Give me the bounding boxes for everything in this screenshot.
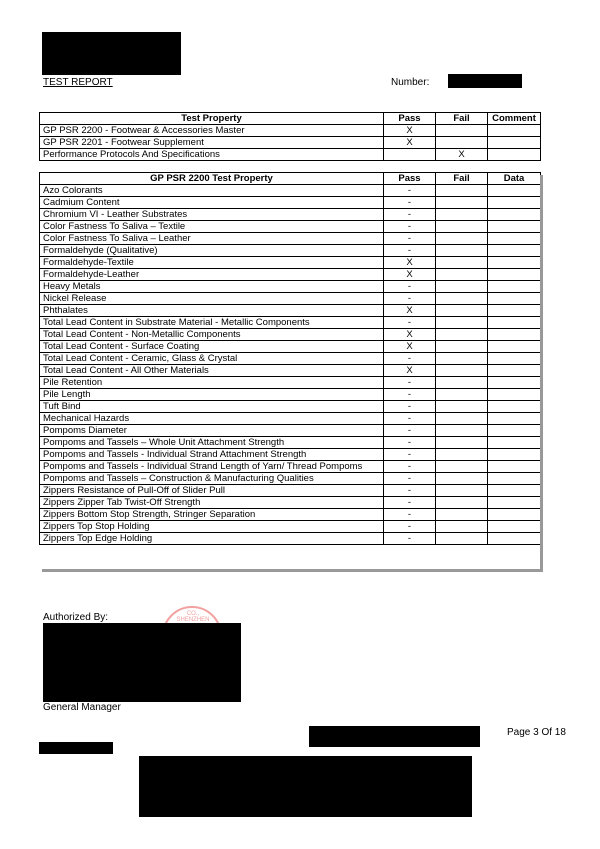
summary-table	[39, 112, 541, 161]
fail-cell	[436, 353, 488, 365]
data-cell	[488, 281, 541, 293]
pass-cell: -	[384, 209, 436, 221]
fail-cell	[436, 461, 488, 473]
data-cell	[488, 449, 541, 461]
test-property-cell: Performance Protocols And Specifications	[40, 149, 384, 161]
test-property-cell: Color Fastness To Saliva – Textile	[40, 221, 384, 233]
pass-cell: -	[384, 401, 436, 413]
pass-cell: -	[384, 497, 436, 509]
fail-cell	[436, 473, 488, 485]
data-cell	[488, 389, 541, 401]
authorized-by-label: Authorized By:	[43, 612, 109, 623]
pass-cell: -	[384, 449, 436, 461]
data-cell	[488, 473, 541, 485]
table-row	[40, 449, 541, 461]
pass-cell: X	[384, 305, 436, 317]
test-property-cell: Zippers Resistance of Pull-Off of Slider Pull	[40, 485, 384, 497]
test-property-cell: Total Lead Content - All Other Materials	[40, 365, 384, 377]
table-row	[40, 473, 541, 485]
redacted-footer-left	[39, 742, 113, 754]
table-row	[40, 125, 541, 137]
redacted-report-number	[448, 74, 522, 88]
detail-header-row	[40, 173, 541, 185]
table-row	[40, 377, 541, 389]
summary-header-pass: Pass	[384, 113, 436, 125]
pass-cell: -	[384, 413, 436, 425]
data-cell	[488, 293, 541, 305]
fail-cell	[436, 389, 488, 401]
fail-cell	[436, 257, 488, 269]
pass-cell: -	[384, 281, 436, 293]
table-row	[40, 413, 541, 425]
summary-header-fail: Fail	[436, 113, 488, 125]
test-property-cell: Total Lead Content in Substrate Material - Metallic Components	[40, 317, 384, 329]
data-cell	[488, 269, 541, 281]
pass-cell: -	[384, 461, 436, 473]
company-seal: CO., SHENZHEN	[162, 606, 224, 636]
data-cell	[488, 329, 541, 341]
fail-cell	[436, 281, 488, 293]
data-cell	[488, 437, 541, 449]
data-cell	[488, 245, 541, 257]
fail-cell	[436, 233, 488, 245]
table-row	[40, 149, 541, 161]
test-property-cell: Azo Colorants	[40, 185, 384, 197]
pass-cell: X	[384, 269, 436, 281]
fail-cell	[436, 137, 488, 149]
pass-cell: -	[384, 473, 436, 485]
fail-cell	[436, 497, 488, 509]
table-row	[40, 485, 541, 497]
data-cell	[488, 197, 541, 209]
fail-cell	[436, 125, 488, 137]
pass-cell: -	[384, 521, 436, 533]
data-cell	[488, 341, 541, 353]
test-property-cell: Pompoms and Tassels – Whole Unit Attachment Strength	[40, 437, 384, 449]
test-property-cell: Zippers Zipper Tab Twist-Off Strength	[40, 497, 384, 509]
data-cell	[488, 533, 541, 545]
table-row	[40, 509, 541, 521]
table-row	[40, 197, 541, 209]
pass-cell: -	[384, 533, 436, 545]
test-property-cell: Mechanical Hazards	[40, 413, 384, 425]
data-cell	[488, 185, 541, 197]
test-property-cell: Pompoms and Tassels - Individual Strand Length of Yarn/ Thread Pompoms	[40, 461, 384, 473]
summary-header-comment: Comment	[488, 113, 541, 125]
table-row	[40, 305, 541, 317]
pass-cell: -	[384, 317, 436, 329]
table-row	[40, 317, 541, 329]
table-row	[40, 293, 541, 305]
detail-header-property: GP PSR 2200 Test Property	[40, 173, 384, 185]
pass-cell: -	[384, 377, 436, 389]
data-cell	[488, 365, 541, 377]
fail-cell	[436, 245, 488, 257]
test-property-cell: GP PSR 2201 - Footwear Supplement	[40, 137, 384, 149]
data-cell	[488, 485, 541, 497]
data-cell	[488, 425, 541, 437]
test-property-cell: Chromium VI - Leather Substrates	[40, 209, 384, 221]
table-row	[40, 221, 541, 233]
test-property-cell: Phthalates	[40, 305, 384, 317]
detail-header-data: Data	[488, 173, 541, 185]
report-title: TEST REPORT	[43, 77, 113, 88]
fail-cell	[436, 293, 488, 305]
table-row	[40, 341, 541, 353]
data-cell	[488, 377, 541, 389]
pass-cell: -	[384, 353, 436, 365]
pass-cell: X	[384, 125, 436, 137]
data-cell	[488, 233, 541, 245]
redacted-logo	[42, 32, 181, 75]
redacted-signature	[43, 623, 241, 702]
detail-header-pass: Pass	[384, 173, 436, 185]
fail-cell	[436, 449, 488, 461]
test-property-cell: Tuft Bind	[40, 401, 384, 413]
table-row	[40, 233, 541, 245]
fail-cell	[436, 521, 488, 533]
table-row	[40, 185, 541, 197]
table-row	[40, 533, 541, 545]
detail-header-fail: Fail	[436, 173, 488, 185]
test-property-cell: Pile Length	[40, 389, 384, 401]
table-row	[40, 353, 541, 365]
pass-cell: -	[384, 389, 436, 401]
pass-cell: X	[384, 341, 436, 353]
fail-cell	[436, 317, 488, 329]
table-row	[40, 365, 541, 377]
data-cell	[488, 497, 541, 509]
test-property-cell: Pompoms and Tassels - Individual Strand Attachment Strength	[40, 449, 384, 461]
test-property-cell: Zippers Top Edge Holding	[40, 533, 384, 545]
pass-cell: -	[384, 425, 436, 437]
test-property-cell: Total Lead Content - Surface Coating	[40, 341, 384, 353]
detail-table	[39, 172, 541, 545]
pass-cell: -	[384, 233, 436, 245]
data-cell	[488, 221, 541, 233]
table-row	[40, 437, 541, 449]
table-row	[40, 269, 541, 281]
test-property-cell: Heavy Metals	[40, 281, 384, 293]
table-row	[40, 209, 541, 221]
fail-cell	[436, 341, 488, 353]
pass-cell: -	[384, 185, 436, 197]
test-property-cell: GP PSR 2200 - Footwear & Accessories Master	[40, 125, 384, 137]
data-cell	[488, 257, 541, 269]
fail-cell	[436, 425, 488, 437]
fail-cell	[436, 209, 488, 221]
fail-cell	[436, 329, 488, 341]
pass-cell	[384, 149, 436, 161]
table-row	[40, 425, 541, 437]
fail-cell	[436, 485, 488, 497]
report-number-label: Number:	[391, 77, 430, 88]
test-property-cell: Color Fastness To Saliva – Leather	[40, 233, 384, 245]
fail-cell: X	[436, 149, 488, 161]
pass-cell: X	[384, 329, 436, 341]
table-row	[40, 389, 541, 401]
redacted-footer-info	[309, 726, 480, 747]
table-row	[40, 245, 541, 257]
test-property-cell: Formaldehyde-Textile	[40, 257, 384, 269]
pass-cell: -	[384, 245, 436, 257]
table-row	[40, 461, 541, 473]
comment-cell	[488, 125, 541, 137]
table-row	[40, 281, 541, 293]
fail-cell	[436, 533, 488, 545]
summary-header-property: Test Property	[40, 113, 384, 125]
fail-cell	[436, 401, 488, 413]
table-row	[40, 521, 541, 533]
comment-cell	[488, 137, 541, 149]
table-row	[40, 137, 541, 149]
fail-cell	[436, 269, 488, 281]
pass-cell: -	[384, 485, 436, 497]
fail-cell	[436, 365, 488, 377]
fail-cell	[436, 197, 488, 209]
table-shadow-right	[540, 175, 543, 571]
comment-cell	[488, 149, 541, 161]
fail-cell	[436, 413, 488, 425]
test-property-cell: Pompoms and Tassels – Construction & Manufacturing Qualities	[40, 473, 384, 485]
fail-cell	[436, 305, 488, 317]
table-shadow-bottom	[42, 569, 543, 572]
data-cell	[488, 401, 541, 413]
data-cell	[488, 461, 541, 473]
data-cell	[488, 209, 541, 221]
fail-cell	[436, 221, 488, 233]
data-cell	[488, 509, 541, 521]
pass-cell: X	[384, 257, 436, 269]
page-number: Page 3 Of 18	[507, 727, 566, 738]
pass-cell: -	[384, 221, 436, 233]
pass-cell: X	[384, 365, 436, 377]
data-cell	[488, 317, 541, 329]
pass-cell: -	[384, 437, 436, 449]
data-cell	[488, 413, 541, 425]
data-cell	[488, 305, 541, 317]
fail-cell	[436, 509, 488, 521]
fail-cell	[436, 437, 488, 449]
test-property-cell: Cadmium Content	[40, 197, 384, 209]
test-property-cell: Formaldehyde-Leather	[40, 269, 384, 281]
pass-cell: -	[384, 293, 436, 305]
summary-header-row	[40, 113, 541, 125]
data-cell	[488, 521, 541, 533]
data-cell	[488, 353, 541, 365]
test-property-cell: Total Lead Content - Ceramic, Glass & Crystal	[40, 353, 384, 365]
table-row	[40, 497, 541, 509]
pass-cell: X	[384, 137, 436, 149]
fail-cell	[436, 185, 488, 197]
test-property-cell: Formaldehyde (Qualitative)	[40, 245, 384, 257]
pass-cell: -	[384, 197, 436, 209]
table-row	[40, 329, 541, 341]
fail-cell	[436, 377, 488, 389]
signatory-title: General Manager	[43, 702, 121, 713]
pass-cell: -	[384, 509, 436, 521]
table-row	[40, 401, 541, 413]
redacted-footer-block	[139, 756, 472, 817]
test-property-cell: Pompoms Diameter	[40, 425, 384, 437]
test-property-cell: Nickel Release	[40, 293, 384, 305]
test-property-cell: Total Lead Content - Non-Metallic Components	[40, 329, 384, 341]
test-property-cell: Zippers Bottom Stop Strength, Stringer Separation	[40, 509, 384, 521]
test-property-cell: Zippers Top Stop Holding	[40, 521, 384, 533]
test-property-cell: Pile Retention	[40, 377, 384, 389]
table-row	[40, 257, 541, 269]
